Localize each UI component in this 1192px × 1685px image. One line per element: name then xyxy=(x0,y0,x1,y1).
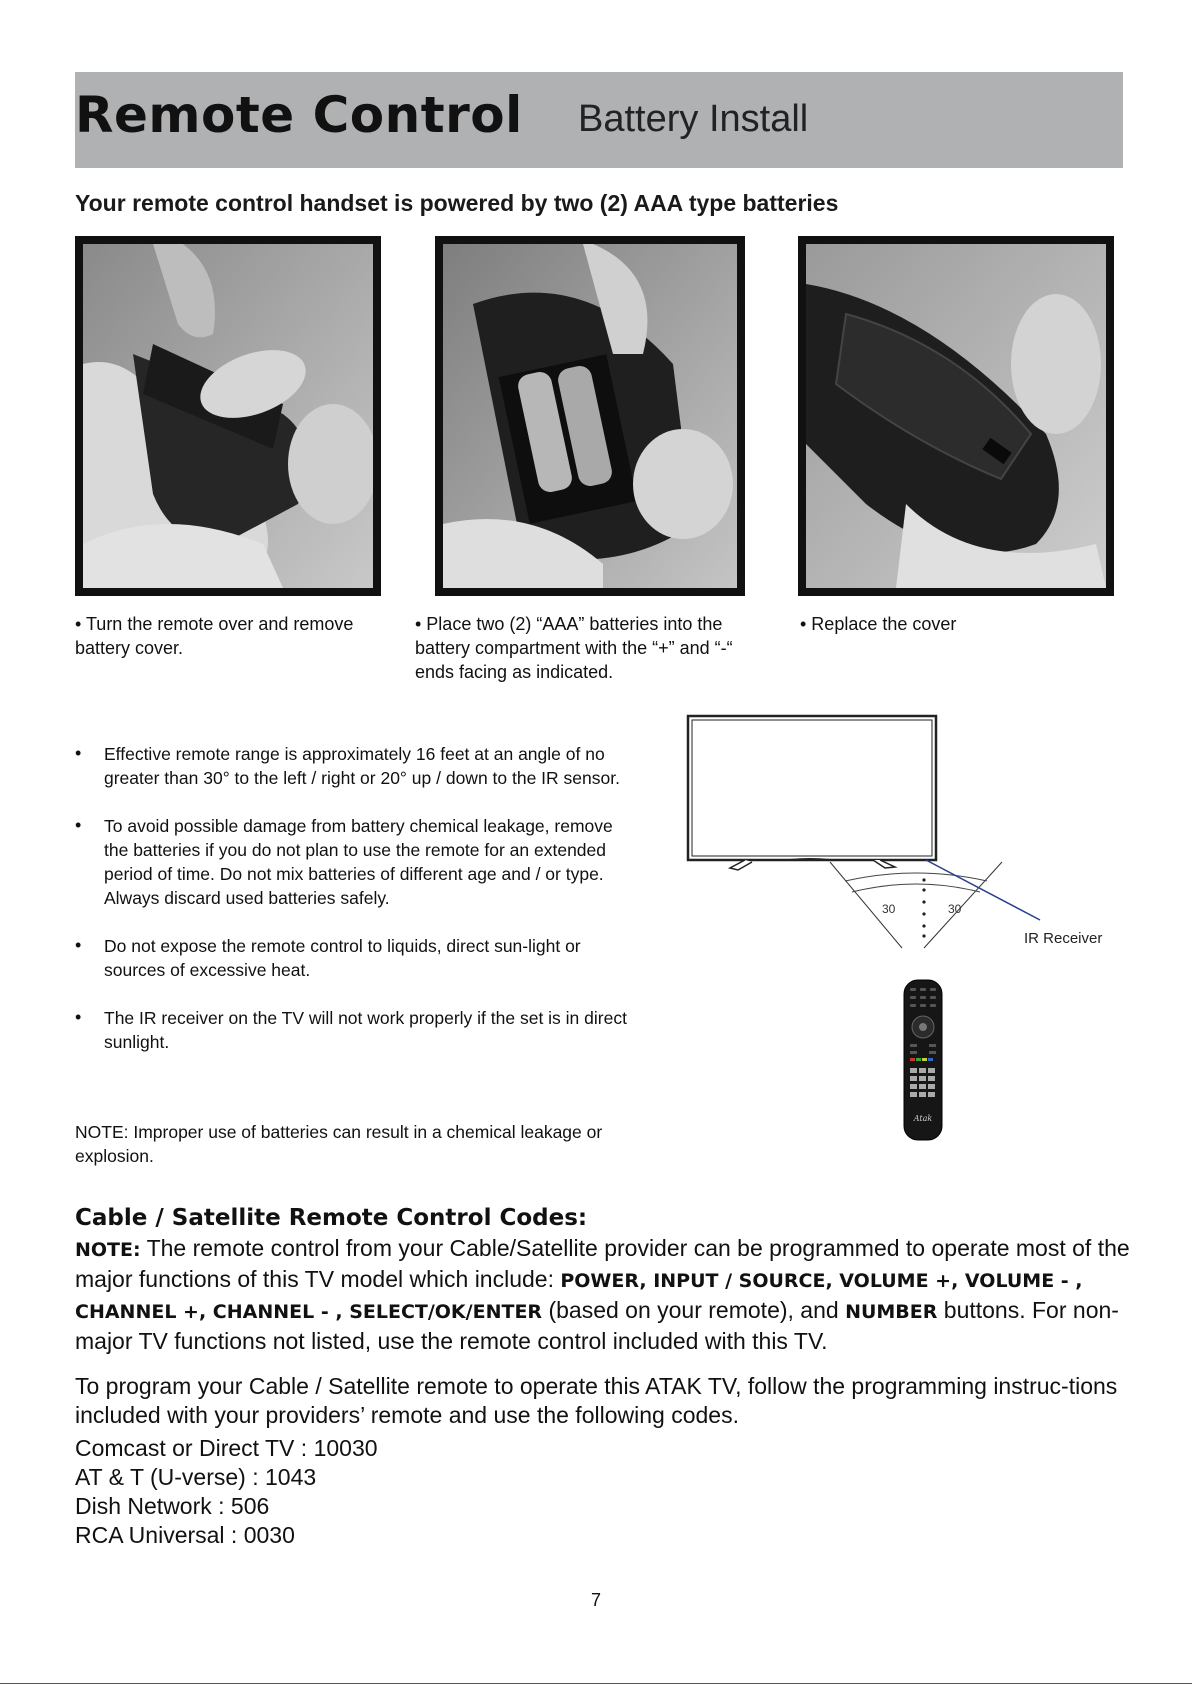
list-item: Comcast or Direct TV : 10030 xyxy=(75,1435,378,1461)
angle-left-label: 30 xyxy=(882,902,896,916)
list-item: • The IR receiver on the TV will not work properly if the set is in direct sunlight. xyxy=(75,1007,627,1052)
list-item: RCA Universal : 0030 xyxy=(75,1522,295,1548)
intro-text: Your remote control handset is powered by two (2) AAA type batteries xyxy=(75,190,839,216)
insert-batteries-photo xyxy=(435,236,745,596)
programming-instructions: To program your Cable / Satellite remote to operate this ATAK TV, follow the programming instruc-tions included with your providers’ remote and use the following codes. xyxy=(75,1373,1118,1428)
supported-buttons: POWER, INPUT / SOURCE, VOLUME +, VOLUME - , CHANNEL +, CHANNEL - , SELECT/OK/ENTER xyxy=(75,1270,1083,1323)
remote-control-illustration xyxy=(898,978,948,1143)
page-number: 7 xyxy=(590,1590,601,1610)
usage-notes-list xyxy=(75,742,635,1078)
ir-receiver-label: IR Receiver xyxy=(1024,930,1103,947)
list-item: • Do not expose the remote control to liquids, direct sun-light or sources of excessive heat. xyxy=(75,935,581,980)
step-3-caption: • Replace the cover xyxy=(800,614,957,634)
page-title: Remote Control xyxy=(75,86,523,144)
remove-battery-cover-photo xyxy=(75,236,381,596)
battery-warning-note: NOTE: Improper use of batteries can result in a chemical leakage or explosion. xyxy=(75,1122,603,1166)
ir-pointer-line xyxy=(926,860,1040,920)
step-2-caption: • Place two (2) “AAA” batteries into the battery compartment with the “+” and “-“ ends facing as indicated. xyxy=(415,614,733,682)
note-label: NOTE: xyxy=(75,1239,141,1261)
list-item: • Effective remote range is approximately 16 feet at an angle of no greater than 30° to the left / right or 20° up / down to the IR sensor. xyxy=(75,743,620,788)
codes-note: NOTE: The remote control from your Cable/Satellite provider can be programmed to operate most of the major functions of this TV model which include: POWER, INPUT / SOURCE, VOLUME +, VOLUME - , CHANNEL +, CHANNEL - , SELECT/OK/ENTER (based on your remote), and NUMBER buttons. For non-major TV functions not listed, use the remote control included with this TV. xyxy=(75,1235,1130,1354)
footer-divider xyxy=(0,1683,1192,1684)
step-1-caption: • Turn the remote over and remove battery cover. xyxy=(75,614,354,658)
replace-cover-photo xyxy=(798,236,1114,596)
tv-stand-left xyxy=(730,860,752,870)
list-item: AT & T (U-verse) : 1043 xyxy=(75,1464,317,1490)
page-subtitle: Battery Install xyxy=(578,98,809,140)
list-item: • To avoid possible damage from battery chemical leakage, remove the batteries if you do not plan to use the remote for an extended period of time. Do not mix batteries of different age and / or type. Always discard used batteries safely. xyxy=(75,815,613,908)
angle-right-label: 30 xyxy=(948,902,962,916)
ir-range-diagram xyxy=(680,710,1120,950)
remote-brand-label: Atak xyxy=(913,1114,933,1123)
codes-heading: Cable / Satellite Remote Control Codes: xyxy=(75,1205,588,1231)
list-item: Dish Network : 506 xyxy=(75,1493,270,1519)
tv-outline xyxy=(688,716,936,860)
provider-codes-list xyxy=(75,1434,378,1550)
